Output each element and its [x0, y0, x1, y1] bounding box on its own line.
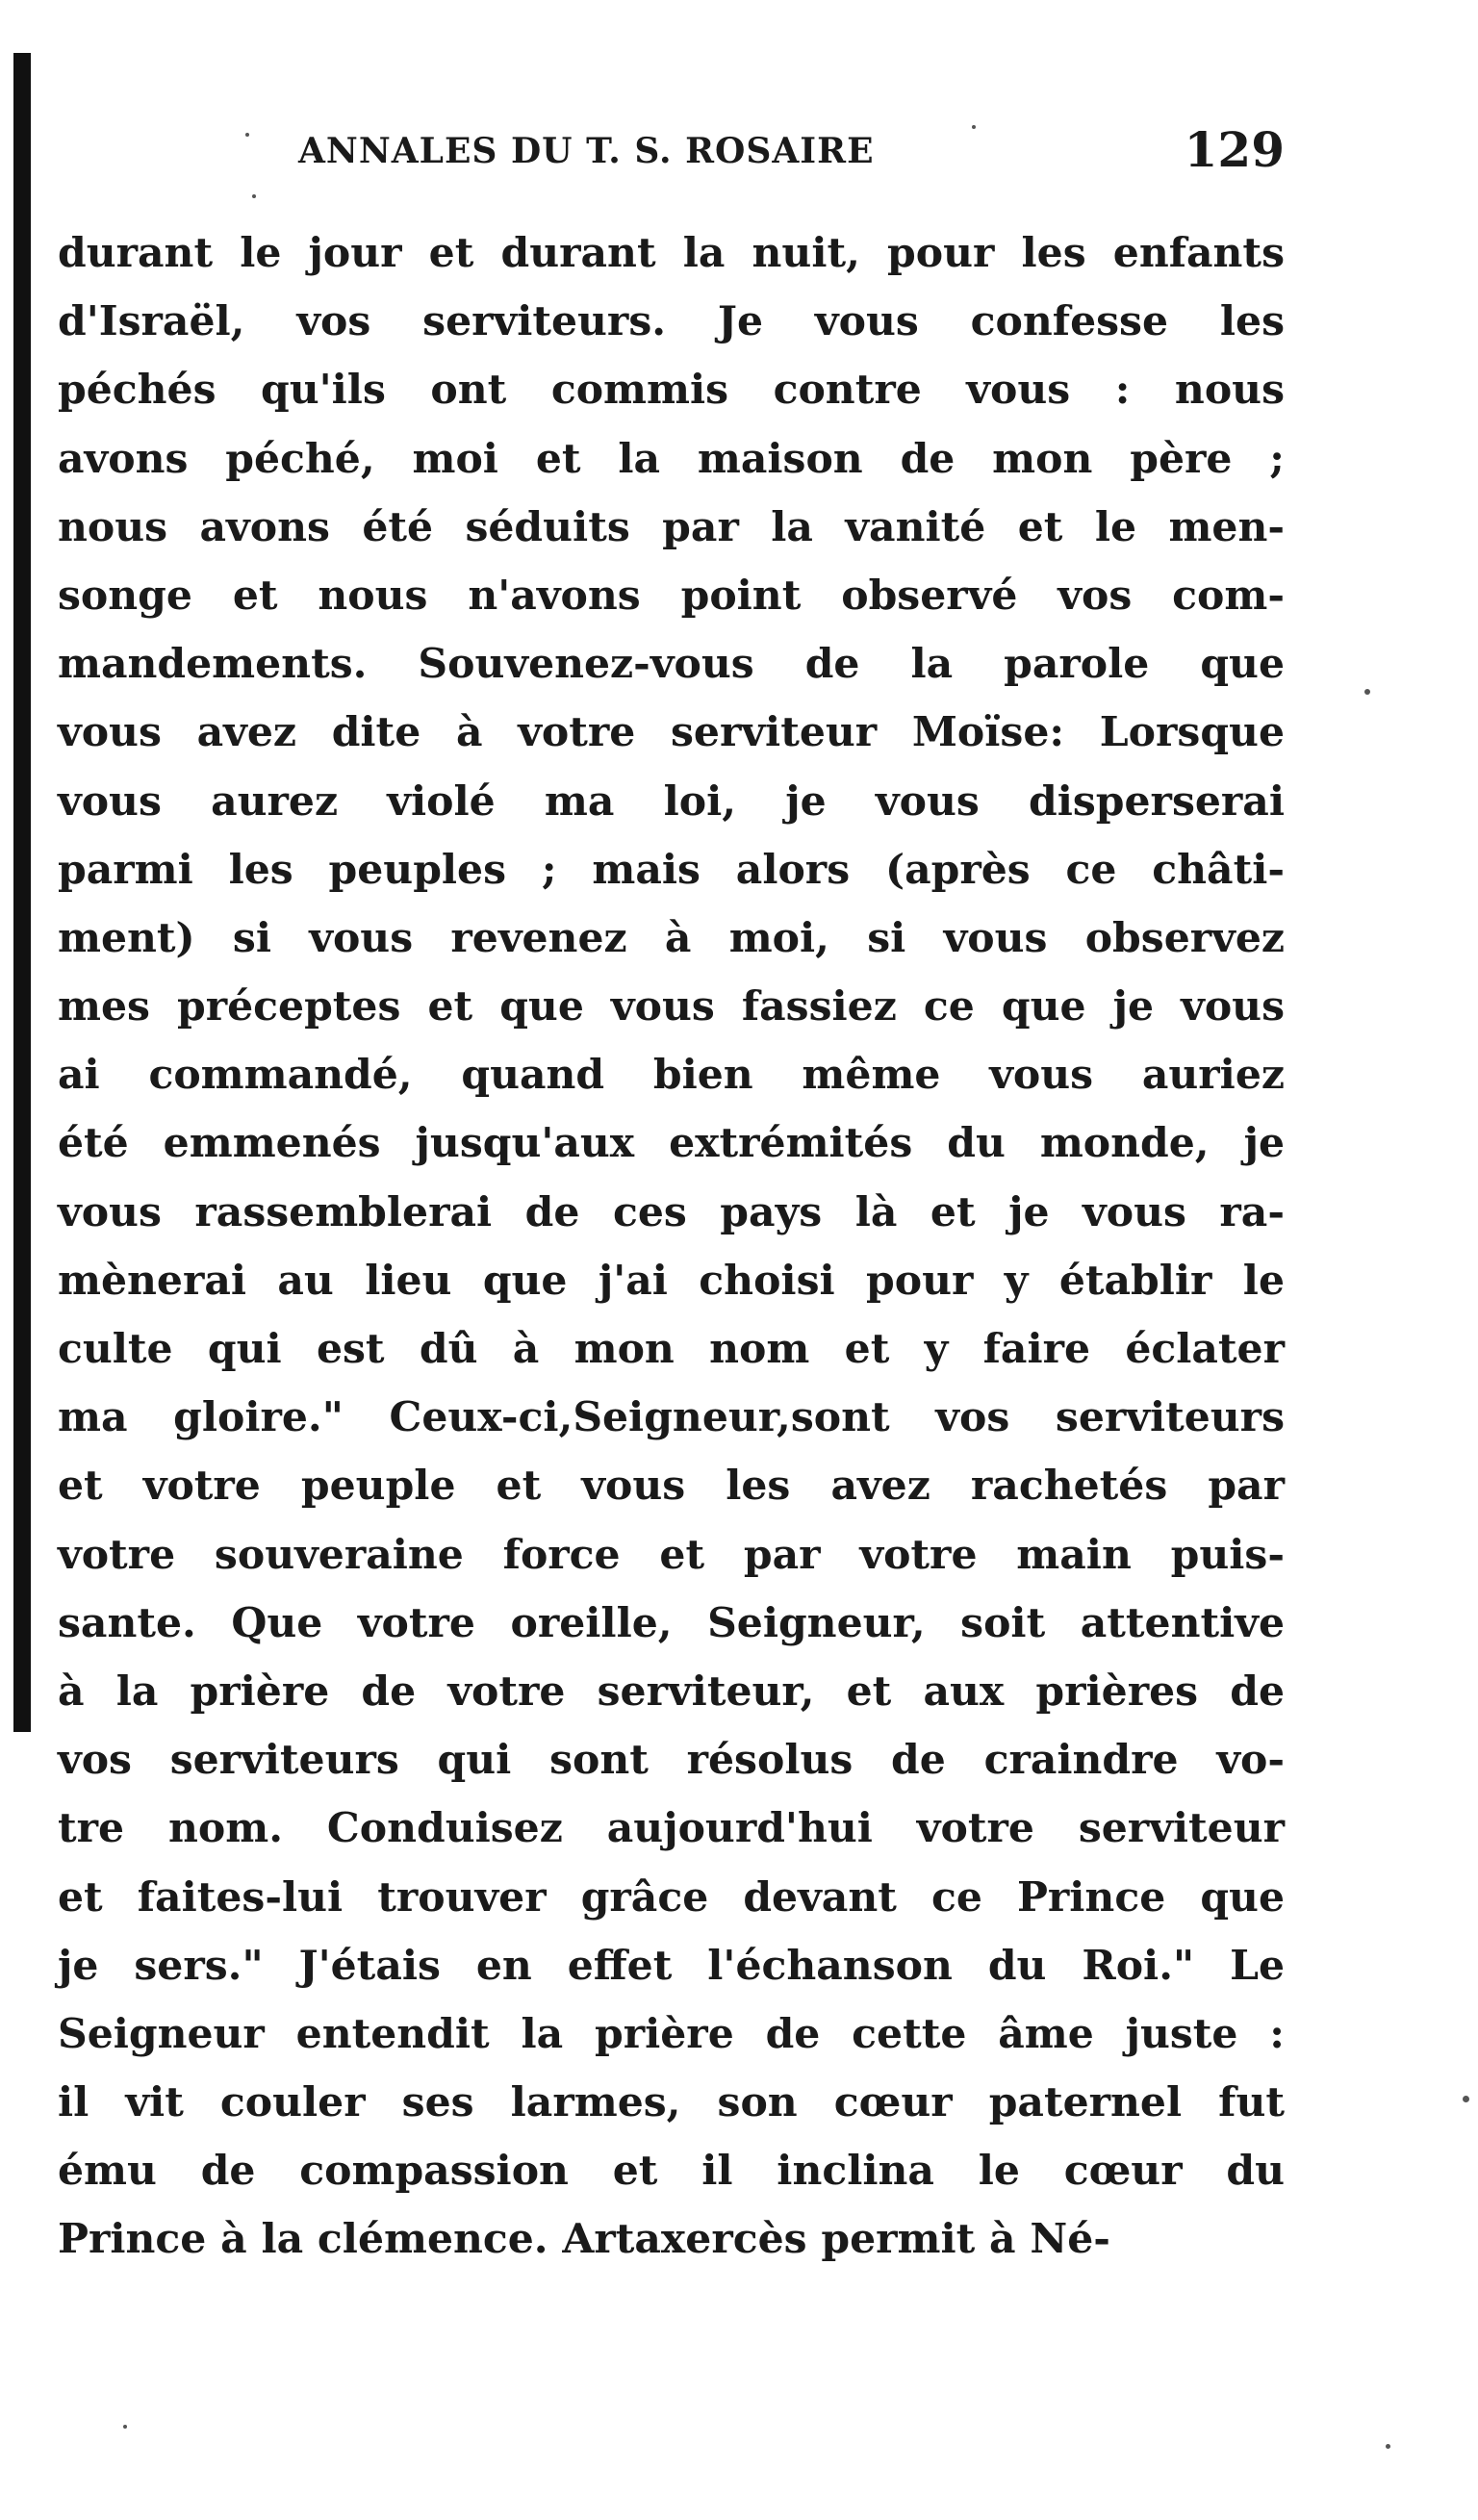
running-title: ANNALES DU T. S. ROSAIRE	[298, 131, 875, 171]
text-line: je sers." J'étais en effet l'échanson du Roi." Le	[58, 1941, 1285, 1990]
text-line: sante. Que votre oreille, Seigneur, soit attentive	[58, 1598, 1285, 1647]
text-line: culte qui est dû à mon nom et y faire éclater	[58, 1325, 1285, 1373]
scan-speck	[252, 194, 256, 198]
text-line: nous avons été séduits par la vanité et le men-	[58, 502, 1285, 551]
text-line: vous avez dite à votre serviteur Moïse: Lorsque	[58, 708, 1285, 757]
text-line: songe et nous n'avons point observé vos com-	[58, 571, 1285, 620]
running-header	[58, 114, 1285, 191]
text-line: avons péché, moi et la maison de mon père ;	[58, 434, 1285, 483]
text-line: ment) si vous revenez à moi, si vous observez	[58, 913, 1285, 962]
scan-speck	[123, 2425, 127, 2429]
text-line: votre souveraine force et par votre main puis-	[58, 1530, 1285, 1579]
text-line: ma gloire." Ceux-ci,Seigneur,sont vos serviteurs	[58, 1393, 1285, 1442]
scan-speck	[1463, 2096, 1469, 2102]
text-line: Seigneur entendit la prière de cette âme juste :	[58, 2009, 1285, 2058]
text-line: mandements. Souvenez-vous de la parole que	[58, 640, 1285, 689]
page-number: 129	[1184, 121, 1285, 178]
text-line: Prince à la clémence. Artaxercès permit à Né-	[58, 2215, 1110, 2264]
text-line: il vit couler ses larmes, son cœur paternel fut	[58, 2078, 1285, 2127]
text-line: durant le jour et durant la nuit, pour les enfants	[58, 229, 1285, 277]
text-line: vous rassemblerai de ces pays là et je vous ra-	[58, 1187, 1285, 1236]
text-line: mes préceptes et que vous fassiez ce que je vous	[58, 982, 1285, 1031]
text-line: ému de compassion et il inclina le cœur du	[58, 2147, 1285, 2196]
text-line: et votre peuple et vous les avez rachetés par	[58, 1462, 1285, 1511]
body-text	[58, 219, 1285, 2275]
text-line: ai commandé, quand bien même vous auriez	[58, 1051, 1285, 1100]
text-line: d'Israël, vos serviteurs. Je vous confesse les	[58, 297, 1285, 346]
text-line: vous aurez violé ma loi, je vous disperserai	[58, 776, 1285, 826]
scan-speck	[1364, 689, 1370, 695]
text-line: vos serviteurs qui sont résolus de craindre vo-	[58, 1736, 1285, 1785]
text-line: péchés qu'ils ont commis contre vous : nous	[58, 366, 1285, 415]
text-line: parmi les peuples ; mais alors (après ce châti-	[58, 845, 1285, 894]
text-line: tre nom. Conduisez aujourd'hui votre serviteur	[58, 1804, 1285, 1853]
text-line: été emmenés jusqu'aux extrémités du monde, je	[58, 1119, 1285, 1168]
page-binding-edge	[13, 53, 31, 1732]
text-line: à la prière de votre serviteur, et aux prières de	[58, 1667, 1285, 1716]
text-line: et faites-lui trouver grâce devant ce Prince que	[58, 1872, 1285, 1922]
scan-speck	[972, 125, 976, 129]
scan-speck	[1386, 2444, 1390, 2449]
text-line: mènerai au lieu que j'ai choisi pour y établir le	[58, 1256, 1285, 1305]
scan-speck	[245, 133, 249, 137]
